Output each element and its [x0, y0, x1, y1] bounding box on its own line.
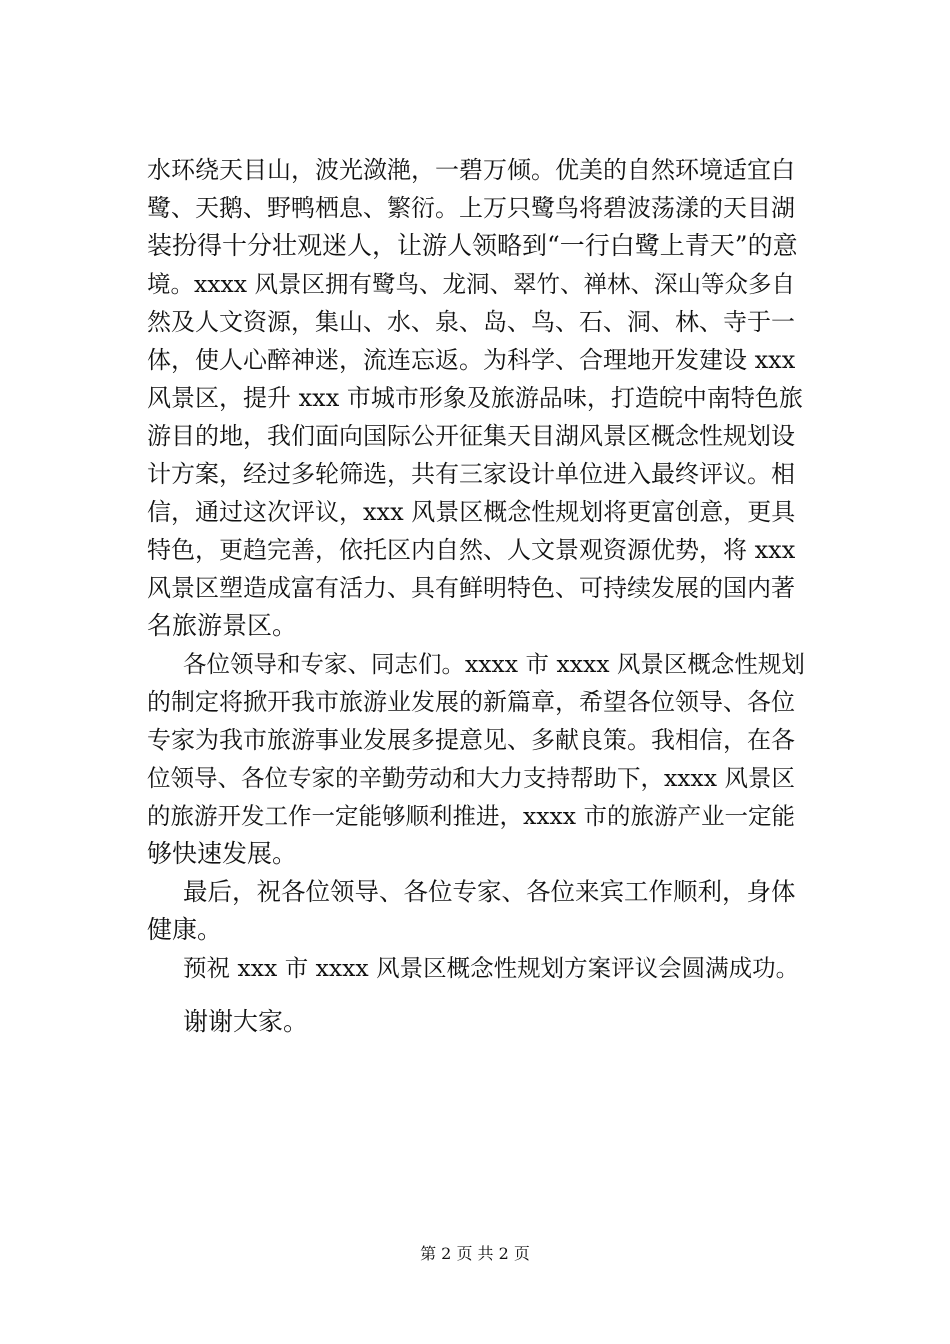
text-line: 够快速发展。	[147, 839, 298, 868]
text-line: 谢谢大家。	[183, 1007, 309, 1036]
text-line: 鹭、天鹅、野鸭栖息、繁衍。上万只鹭鸟将碧波荡漾的天目湖	[147, 194, 795, 222]
text-line: 境。xxxx 风景区拥有鹭鸟、龙洞、翠竹、禅林、深山等众多自	[147, 270, 795, 298]
text-line: 的旅游开发工作一定能够顺利推进，xxxx 市的旅游产业一定能	[147, 802, 795, 830]
page-footer: 第 2 页 共 2 页	[420, 1244, 530, 1263]
text-line: 游目的地，我们面向国际公开征集天目湖风景区概念性规划设	[147, 422, 795, 450]
text-line: 体，使人心醉神迷，流连忘返。为科学、合理地开发建设 xxx	[147, 346, 796, 374]
text-line: 各位领导和专家、同志们。xxxx 市 xxxx 风景区概念性规划	[183, 650, 805, 678]
text-line: 计方案，经过多轮筛选，共有三家设计单位进入最终评议。相	[147, 460, 795, 488]
text-line: 风景区，提升 xxx 市城市形象及旅游品味，打造皖中南特色旅	[147, 384, 803, 412]
text-line: 名旅游景区。	[147, 611, 298, 640]
text-line: 然及人文资源，集山、水、泉、岛、鸟、石、洞、林、寺于一	[147, 308, 795, 336]
text-line: 特色，更趋完善，依托区内自然、人文景观资源优势，将 xxx	[147, 536, 796, 564]
text-line: 信，通过这次评议，xxx 风景区概念性规划将更富创意，更具	[147, 498, 796, 526]
text-line: 预祝 xxx 市 xxxx 风景区概念性规划方案评议会圆满成功。	[183, 954, 800, 982]
text-line: 装扮得十分壮观迷人，让游人领略到“一行白鹭上青天”的意	[147, 231, 798, 260]
text-line: 位领导、各位专家的辛勤劳动和大力支持帮助下，xxxx 风景区	[147, 764, 795, 792]
text-line: 最后，祝各位领导、各位专家、各位来宾工作顺利，身体	[183, 877, 796, 906]
text-line: 的制定将掀开我市旅游业发展的新篇章，希望各位领导、各位	[147, 688, 795, 716]
text-line: 专家为我市旅游事业发展多提意见、多献良策。我相信，在各	[147, 726, 795, 754]
text-line: 风景区塑造成富有活力、具有鲜明特色、可持续发展的国内著	[147, 574, 795, 602]
text-line: 健康。	[147, 915, 223, 944]
text-line: 水环绕天目山，波光潋滟，一碧万倾。优美的自然环境适宜白	[147, 156, 795, 184]
